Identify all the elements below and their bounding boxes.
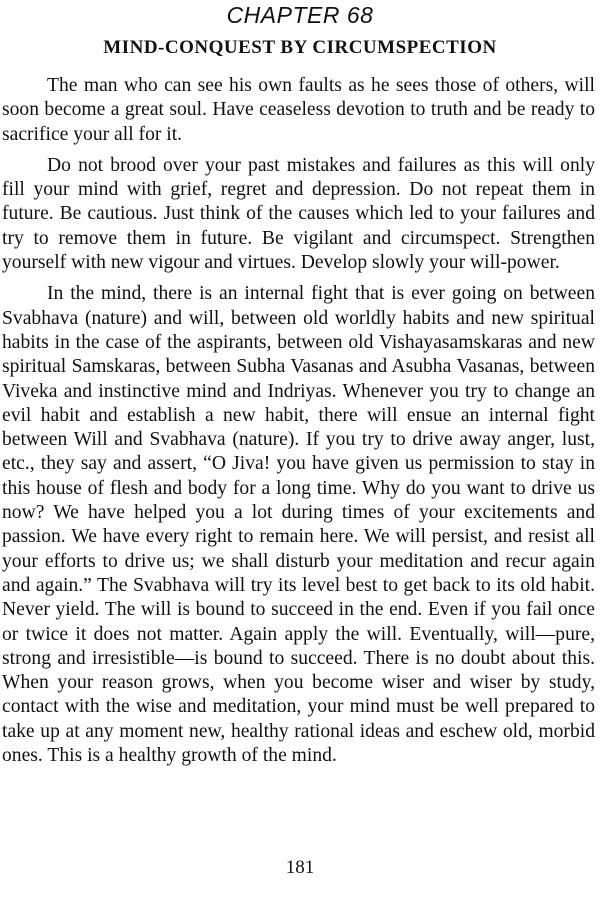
paragraph: In the mind, there is an internal fight that is ever going on between Svabhava (nature) and will, between old worldly habits and new spiritual habits in the case of the aspirants, between old Vishayasamskaras and new spiritual Samskaras, between Subha Vasanas and Asubha Vasanas, between Viveka and instinctive mind and Indriyas. Whenever you try to change an evil habit and establish a new habit, there will ensue an internal fight between Will and Svabhava (nature). If you try to drive away anger, lust, etc., they say and assert, “O Jiva! you have given us permission to stay in this house of flesh and body for a long time. Why do you want to drive us now? We have helped you a lot during times of your excitements and passion. We have every right to remain here. We will persist, and resist all your efforts to drive us; we shall disturb your meditation and recur again and again.” The Svabhava will try its level best to get back to its old habit. Never yield. The will is bound to succeed in the end. Even if you fail once or twice it does not matter. Again apply the will. Eventually, will—pure, strong and irresistible—is bound to succeed. There is no doubt about this. When your reason grows, when you become wiser and wiser by study, contact with the wise and meditation, your mind must be well prepared to take up at any moment new, healthy rational ideas and eschew old, morbid ones. This is a healthy growth of the mind. xyxy=(2,283,595,767)
page-number: 181 xyxy=(285,857,315,878)
chapter-body xyxy=(2,74,595,768)
chapter-label: CHAPTER 68 xyxy=(226,2,374,28)
paragraph: Do not brood over your past mistakes and failures as this will only fill your mind with grief, regret and depression. Do not repeat them in future. Be cautious. Just think of the causes which led to your failures and try to remove them in future. Be vigilant and circumspect. Strengthen yourself with new vigour and virtues. Develop slowly your will-power. xyxy=(2,154,595,274)
chapter-title: MIND-CONQUEST BY CIRCUMSPECTION xyxy=(103,37,497,58)
paragraph: The man who can see his own faults as he sees those of others, will soon become a great soul. Have ceaseless devotion to truth and be ready to sacrifice your all for it. xyxy=(2,75,595,145)
